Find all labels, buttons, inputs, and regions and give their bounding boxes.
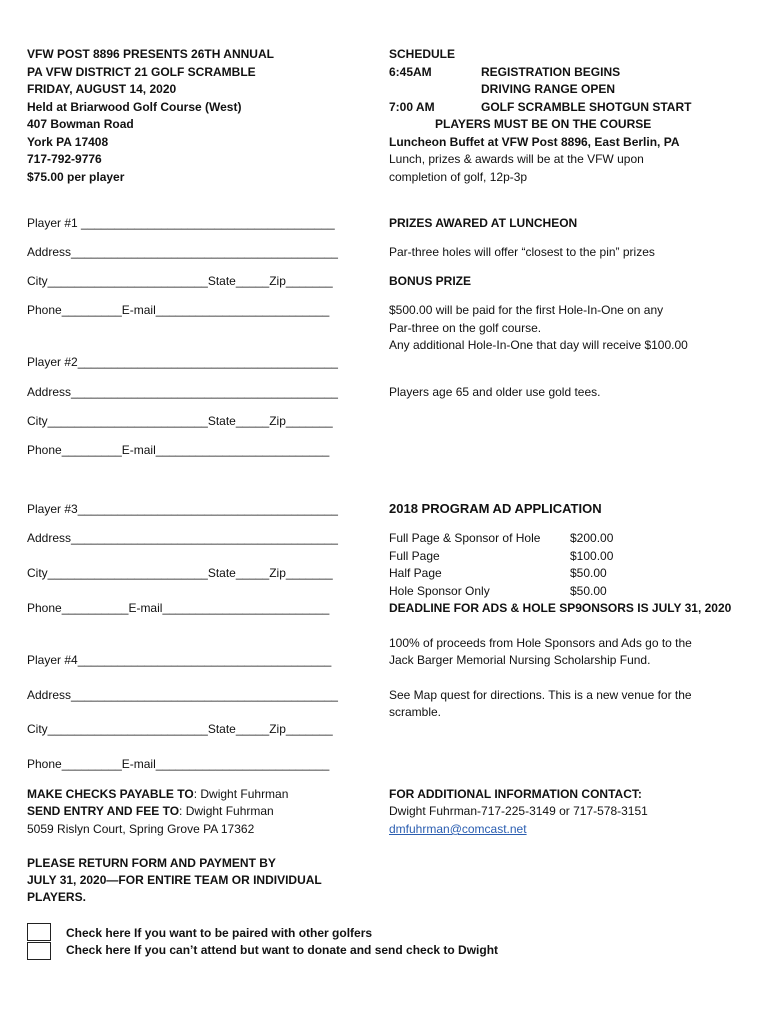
bonus-prize-title: BONUS PRIZE bbox=[389, 274, 472, 288]
player-3-name-field[interactable]: Player #3_______________________________________ bbox=[27, 502, 338, 516]
lunch-info: Lunch, prizes & awards will be at the VFW upon bbox=[389, 152, 644, 166]
schedule-block bbox=[389, 46, 739, 186]
par-three-prize: Par-three holes will offer “closest to the pin” prizes bbox=[389, 245, 655, 259]
ad-option-name: Full Page & Sponsor of Hole bbox=[389, 531, 541, 545]
proceeds-note: 100% of proceeds from Hole Sponsors and Ads go to the bbox=[389, 636, 692, 650]
ad-option-name: Hole Sponsor Only bbox=[389, 583, 490, 598]
schedule-notice: PLAYERS MUST BE ON THE COURSE bbox=[435, 117, 652, 131]
send-entry bbox=[27, 803, 274, 821]
schedule-event: DRIVING RANGE OPEN bbox=[481, 82, 616, 96]
schedule-event: REGISTRATION BEGINS bbox=[481, 64, 621, 79]
send-label: SEND ENTRY AND FEE TO bbox=[27, 804, 180, 818]
contact-title: FOR ADDITIONAL INFORMATION CONTACT: bbox=[389, 787, 642, 801]
contact-email-link[interactable]: dmfuhrman@comcast.net bbox=[389, 822, 527, 836]
header-line: 717-792-9776 bbox=[27, 152, 102, 166]
ad-option bbox=[389, 530, 731, 548]
ad-option-price: $200.00 bbox=[570, 531, 614, 545]
player-1-name-field[interactable]: Player #1 ______________________________________ bbox=[27, 216, 335, 230]
checks-payable bbox=[27, 786, 288, 804]
ad-option-price: $50.00 bbox=[570, 583, 607, 598]
event-header bbox=[27, 46, 357, 186]
paired-checkbox-label: Check here If you want to be paired with other golfers bbox=[66, 926, 373, 940]
return-deadline: PLEASE RETURN FORM AND PAYMENT BY bbox=[27, 856, 276, 870]
checks-label: MAKE CHECKS PAYABLE TO bbox=[27, 787, 194, 801]
prizes-title: PRIZES AWARED AT LUNCHEON bbox=[389, 216, 578, 230]
player-2-name-field[interactable]: Player #2_______________________________________ bbox=[27, 355, 338, 369]
player-1-city-field[interactable]: City________________________State_____Zip_______ bbox=[27, 274, 333, 288]
proceeds-note: Jack Barger Memorial Nursing Scholarship Fund. bbox=[389, 653, 651, 667]
header-line: VFW POST 8896 PRESENTS 26TH ANNUAL bbox=[27, 47, 274, 61]
ad-deadline: DEADLINE FOR ADS & HOLE SP9ONSORS IS JULY 31, 2020 bbox=[389, 601, 732, 615]
player-2-address-field[interactable]: Address________________________________________ bbox=[27, 385, 338, 399]
schedule-title: SCHEDULE bbox=[389, 47, 456, 61]
ad-option bbox=[389, 565, 731, 583]
mailing-address: 5059 Rislyn Court, Spring Grove PA 17362 bbox=[27, 822, 255, 836]
ad-option bbox=[389, 548, 731, 566]
player-2-city-field[interactable]: City________________________State_____Zip_______ bbox=[27, 414, 333, 428]
player-1-address-field[interactable]: Address________________________________________ bbox=[27, 245, 338, 259]
header-line: 407 Bowman Road bbox=[27, 117, 134, 131]
ad-option bbox=[389, 583, 731, 601]
ad-option-price: $100.00 bbox=[570, 548, 614, 563]
player-3-address-field[interactable]: Address________________________________________ bbox=[27, 531, 338, 545]
header-line: FRIDAY, AUGUST 14, 2020 bbox=[27, 82, 177, 96]
header-line: $75.00 per player bbox=[27, 169, 125, 184]
directions-note: See Map quest for directions. This is a new venue for the bbox=[389, 688, 692, 702]
donate-checkbox[interactable] bbox=[27, 942, 51, 960]
luncheon-title: Luncheon Buffet at VFW Post 8896, East Berlin, PA bbox=[389, 134, 680, 149]
player-2-phone-field[interactable]: Phone_________E-mail__________________________ bbox=[27, 443, 330, 457]
schedule-row bbox=[389, 99, 739, 117]
player-4-address-field[interactable]: Address________________________________________ bbox=[27, 688, 338, 702]
ad-option-price: $50.00 bbox=[570, 566, 607, 580]
bonus-prize-line: Par-three on the golf course. bbox=[389, 321, 542, 335]
player-4-city-field[interactable]: City________________________State_____Zip_______ bbox=[27, 722, 333, 736]
ad-application-title: 2018 PROGRAM AD APPLICATION bbox=[389, 501, 602, 516]
directions-note: scramble. bbox=[389, 705, 442, 719]
header-line: Held at Briarwood Golf Course (West) bbox=[27, 99, 242, 114]
ad-price-list bbox=[389, 530, 731, 618]
player-3-phone-field[interactable]: Phone__________E-mail_________________________ bbox=[27, 601, 330, 615]
ad-option-name: Full Page bbox=[389, 548, 440, 563]
contact-phone: Dwight Fuhrman-717-225-3149 or 717-578-3151 bbox=[389, 804, 648, 818]
donate-checkbox-label: Check here If you can’t attend but want to donate and send check to Dwight bbox=[66, 943, 499, 957]
return-deadline: JULY 31, 2020—FOR ENTIRE TEAM OR INDIVIDUAL bbox=[27, 873, 322, 887]
return-deadline: PLAYERS. bbox=[27, 890, 86, 904]
gold-tees-note: Players age 65 and older use gold tees. bbox=[389, 385, 601, 399]
player-3-city-field[interactable]: City________________________State_____Zip_______ bbox=[27, 566, 333, 580]
bonus-prize-line: $500.00 will be paid for the first Hole-In-One on any bbox=[389, 303, 664, 317]
lunch-info: completion of golf, 12p-3p bbox=[389, 169, 528, 184]
schedule-event: GOLF SCRAMBLE SHOTGUN START bbox=[481, 99, 692, 114]
checks-value: : Dwight Fuhrman bbox=[193, 787, 289, 801]
player-1-phone-field[interactable]: Phone_________E-mail__________________________ bbox=[27, 303, 330, 317]
header-line: PA VFW DISTRICT 21 GOLF SCRAMBLE bbox=[27, 64, 256, 79]
schedule-row bbox=[389, 64, 739, 82]
bonus-prize-line: Any additional Hole-In-One that day will receive $100.00 bbox=[389, 338, 688, 352]
player-4-phone-field[interactable]: Phone_________E-mail__________________________ bbox=[27, 757, 330, 771]
schedule-time: 6:45AM bbox=[389, 64, 432, 79]
schedule-row bbox=[389, 81, 739, 99]
schedule-time: 7:00 AM bbox=[389, 99, 435, 114]
header-line: York PA 17408 bbox=[27, 134, 109, 149]
send-value: : Dwight Fuhrman bbox=[179, 804, 274, 818]
player-4-name-field[interactable]: Player #4______________________________________ bbox=[27, 653, 332, 667]
ad-option-name: Half Page bbox=[389, 566, 442, 580]
paired-checkbox[interactable] bbox=[27, 923, 51, 941]
